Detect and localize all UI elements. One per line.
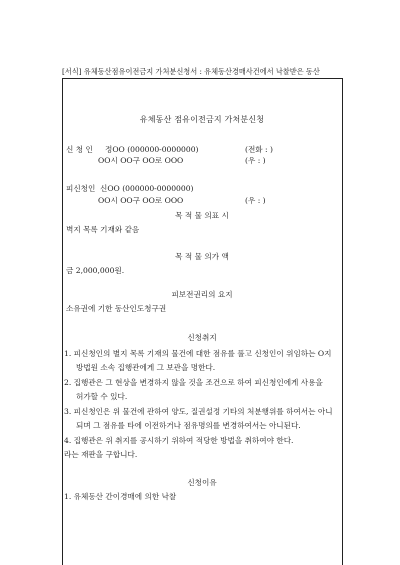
object-value-heading: 목 적 물 의가 액 [175, 252, 229, 261]
purpose-item: 3. 피신청인은 위 물건에 관하여 양도, 질권설정 기타의 처분행위를 하여서는 아니 [64, 407, 333, 416]
purpose-item: 허가할 수 있다. [76, 392, 128, 401]
respondent-label: 피신청인 [66, 184, 96, 193]
respondent-address: OO시 OO구 OO로 OOO [98, 196, 184, 205]
purpose-item: 2. 집행관은 그 현상을 변경하지 않을 것을 조건으로 하여 피신청인에게 사용을 [64, 378, 323, 387]
applicant-address: OO시 OO구 OO로 OOO [98, 156, 184, 165]
purpose-item: 1. 피신청인의 별지 목록 기재의 물건에 대한 점유를 풀고 신청인이 위임하는 O지 [64, 349, 332, 358]
reasons-heading: 신청이유 [187, 478, 217, 487]
reasons-item: 1. 유체동산 간이경매에 의한 낙찰 [64, 492, 177, 501]
applicant-zip: (우 : ) [245, 156, 266, 165]
respondent-name: 신OO (000000-0000000) [100, 184, 194, 193]
right-to-preserve-body: 소유권에 기한 동산인도청구권 [66, 304, 167, 313]
respondent-zip: (우 : ) [245, 196, 266, 205]
object-value-body: 금 2,000,000원. [66, 266, 125, 275]
applicant-phone: (전화 : ) [245, 145, 273, 154]
object-display-heading: 목 적 물 의표 시 [175, 211, 229, 220]
document-title: 유체동산 점유이전금지 가처분신청 [139, 115, 265, 124]
form-header: [서식] 유체동산점유이전금지 가처분신청서 : 유체동산경매사건에서 낙찰받은 동산 [62, 66, 342, 79]
purpose-heading: 신청취지 [187, 333, 217, 342]
right-to-preserve-heading: 피보전권리의 요지 [171, 290, 233, 299]
purpose-closing: 라는 재판을 구합니다. [64, 450, 138, 459]
purpose-item: 되며 그 점유를 타에 이전하거나 점유명의를 변경하여서는 아니된다. [76, 421, 301, 430]
object-display-body: 벽지 목록 기재와 같음 [66, 225, 140, 234]
purpose-item: 방법원 소속 집행관에게 그 보관을 명한다. [76, 363, 216, 372]
applicant-label: 신 청 인 [66, 145, 93, 154]
applicant-name: 정OO (000000-0000000) [105, 145, 199, 154]
purpose-item: 4. 집행관은 위 취지를 공시하기 위하여 적당한 방법을 취하여야 한다. [64, 436, 294, 445]
